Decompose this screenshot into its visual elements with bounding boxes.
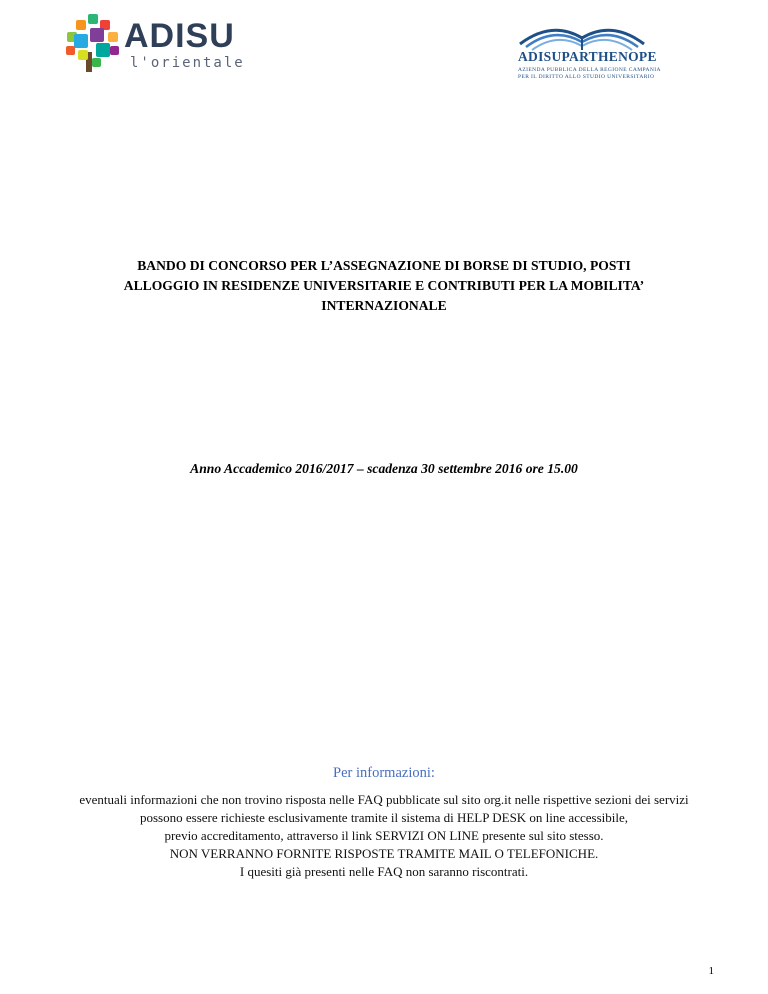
info-body xyxy=(20,791,748,881)
adisu-parthenope-logo xyxy=(500,14,666,92)
adisu-brand-text: ADISU xyxy=(124,17,235,55)
info-line-4: NON VERRANNO FORNITE RISPOSTE TRAMITE MAIL O TELEFONICHE. xyxy=(169,846,599,861)
info-line-3: previo accreditamento, attraverso il link SERVIZI ON LINE presente sul sito stesso. xyxy=(164,828,604,843)
parthenope-tagline xyxy=(518,67,661,81)
info-heading: Per informazioni: xyxy=(333,765,435,781)
open-book-icon xyxy=(512,14,652,52)
parthenope-brand-text: ADISUPARTHENOPE xyxy=(518,49,657,64)
info-line-2: possono essere richieste esclusivamente tramite il sistema di HELP DESK on line accessibile, xyxy=(140,810,628,825)
title-line-3: INTERNAZIONALE xyxy=(321,298,447,313)
info-line-5: I quesiti già presenti nelle FAQ non saranno riscontrati. xyxy=(239,864,529,879)
academic-year-deadline: Anno Accademico 2016/2017 – scadenza 30 settembre 2016 ore 15.00 xyxy=(190,461,578,476)
info-line-1: eventuali informazioni che non trovino risposta nelle FAQ pubblicate sul sito org.it nelle rispettive sezioni dei servizi xyxy=(79,792,689,807)
title-line-1: BANDO DI CONCORSO PER L’ASSEGNAZIONE DI BORSE DI STUDIO, POSTI xyxy=(137,258,631,273)
title-line-2: ALLOGGIO IN RESIDENZE UNIVERSITARIE E CONTRIBUTI PER LA MOBILITA’ xyxy=(123,278,645,293)
parthenope-tagline-line-1: AZIENDA PUBBLICA DELLA REGIONE CAMPANIA xyxy=(518,67,661,73)
adisu-orientale-logo xyxy=(64,12,245,74)
orientale-subtitle: l'orientale xyxy=(130,55,245,71)
page-number: 1 xyxy=(708,965,714,977)
document-title xyxy=(40,256,728,316)
parthenope-tagline-line-2: PER IL DIRITTO ALLO STUDIO UNIVERSITARIO xyxy=(518,74,655,80)
adisu-tree-icon xyxy=(64,12,124,74)
